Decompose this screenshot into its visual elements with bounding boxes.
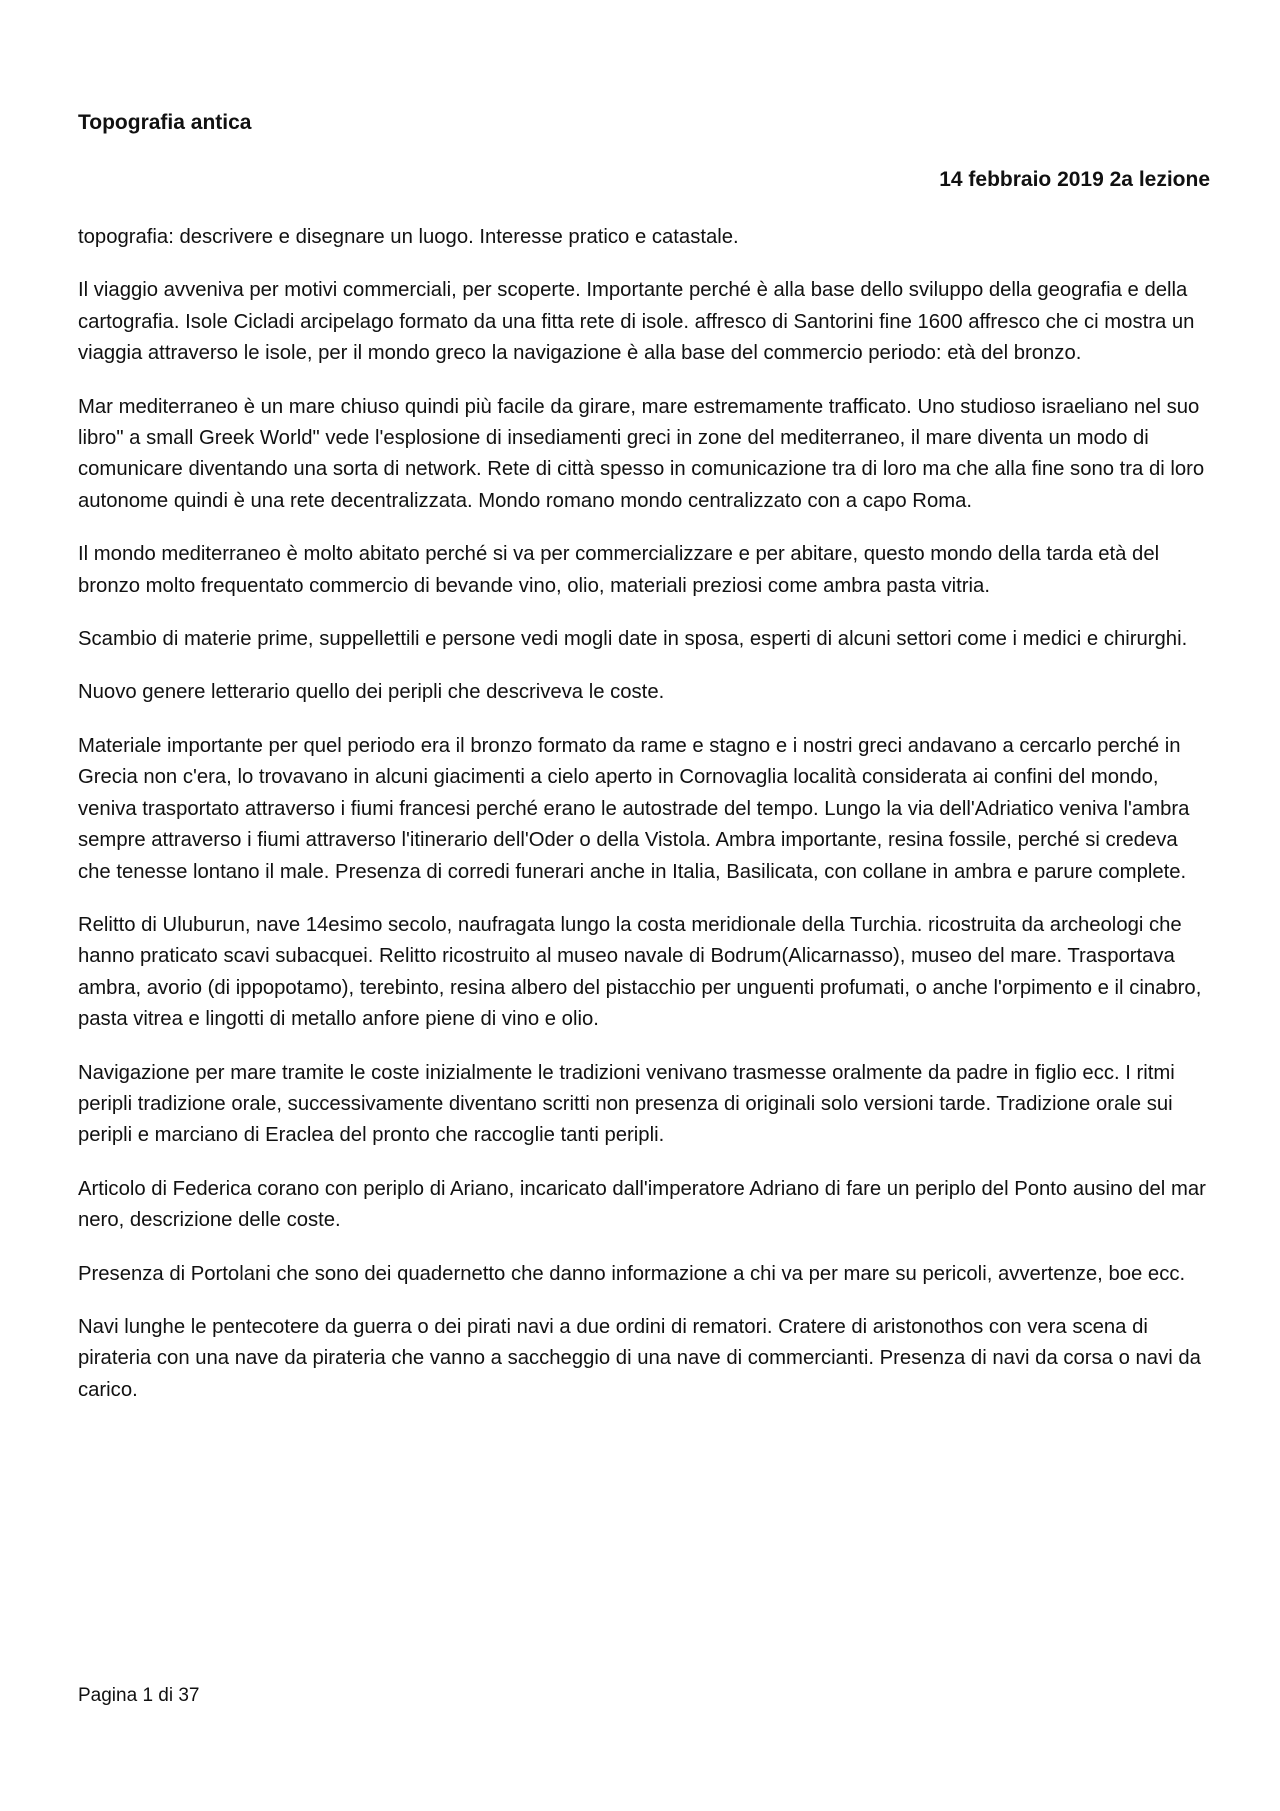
paragraph-10: Articolo di Federica corano con periplo di Ariano, incaricato dall'imperatore Adriano di fare un periplo del Ponto ausino del mar nero, descrizione delle coste. bbox=[78, 1177, 1206, 1232]
paragraph-7: Materiale importante per quel periodo era il bronzo formato da rame e stagno e i nostri greci andavano a cercarlo perché in Grecia non c'era, lo trovavano in alcuni giacimenti a cielo aperto in Cornovaglia località considerata ai confini del mondo, veniva trasportato attraverso i fiumi francesi perché erano le autostrade del tempo. Lungo la via dell'Adriatico veniva l'ambra sempre attraverso i fiumi attraverso l'itinerario dell'Oder o della Vistola. Ambra importante, resina fossile, perché si credeva che tenesse lontano il male. Presenza di corredi funerari anche in Italia, Basilicata, con collane in ambra e parure complete. bbox=[78, 734, 1190, 883]
paragraph-11: Presenza di Portolani che sono dei quadernetto che danno informazione a chi va per mare su pericoli, avvertenze, boe ecc. bbox=[78, 1262, 1186, 1285]
page-number-footer: Pagina 1 di 37 bbox=[78, 1685, 200, 1706]
paragraph-8: Relitto di Uluburun, nave 14esimo secolo, naufragata lungo la costa meridionale della Turchia. ricostruita da archeologi che hanno praticato scavi subacquei. Relitto ricostruito al museo navale di Bodrum(Alicarnasso), museo del mare. Trasportava ambra, avorio (di ippopotamo), terebinto, resina albero del pistacchio per unguenti profumati, o anche l'orpimento e il cinabro, pasta vitrea e lingotti di metallo anfore piene di vino e olio. bbox=[78, 913, 1202, 1031]
paragraph-9: Navigazione per mare tramite le coste inizialmente le tradizioni venivano trasmesse oralmente da padre in figlio ecc. I ritmi peripli tradizione orale, successivamente diventano scritti non presenza di originali solo versioni tarde. Tradizione orale sui peripli e marciano di Eraclea del pronto che raccoglie tanti peripli. bbox=[78, 1061, 1175, 1147]
paragraph-1: topografia: descrivere e disegnare un luogo. Interesse pratico e catastale. bbox=[78, 226, 739, 248]
paragraph-2: Il viaggio avveniva per motivi commerciali, per scoperte. Importante perché è alla base dello sviluppo della geografia e della cartografia. Isole Cicladi arcipelago formato da una fitta rete di isole. affresco di Santorini fine 1600 affresco che ci mostra un viaggia attraverso le isole, per il mondo greco la navigazione è alla base del commercio periodo: età del bronzo. bbox=[78, 279, 1195, 365]
paragraph-6: Nuovo genere letterario quello dei peripli che descriveva le coste. bbox=[78, 681, 665, 704]
paragraph-5: Scambio di materie prime, suppellettili e persone vedi mogli date in sposa, esperti di alcuni settori come i medici e chirurghi. bbox=[78, 628, 1188, 651]
paragraph-12: Navi lunghe le pentecotere da guerra o dei pirati navi a due ordini di rematori. Cratere di aristonothos con vera scena di pirateria con una nave da pirateria che vanno a saccheggio di una nave di commercianti. Presenza di navi da corsa o navi da carico. bbox=[78, 1315, 1201, 1401]
lesson-date: 14 febbraio 2019 2a lezione bbox=[939, 168, 1210, 191]
document-page bbox=[78, 0, 1210, 1811]
paragraph-3: Mar mediterraneo è un mare chiuso quindi più facile da girare, mare estremamente trafficato. Uno studioso israeliano nel suo libro" a small Greek World" vede l'esplosione di insediamenti greci in zone del mediterraneo, il mare diventa un modo di comunicare diventando una sorta di network. Rete di città spesso in comunicazione tra di loro ma che alla fine sono tra di loro autonome quindi è una rete decentralizzata. Mondo romano mondo centralizzato con a capo Roma. bbox=[78, 395, 1205, 512]
paragraph-4: Il mondo mediterraneo è molto abitato perché si va per commercializzare e per abitare, questo mondo della tarda età del bronzo molto frequentato commercio di bevande vino, olio, materiali preziosi come ambra pasta vitria. bbox=[78, 543, 1160, 597]
document-body bbox=[78, 222, 1210, 1428]
document-title: Topografia antica bbox=[78, 111, 252, 134]
